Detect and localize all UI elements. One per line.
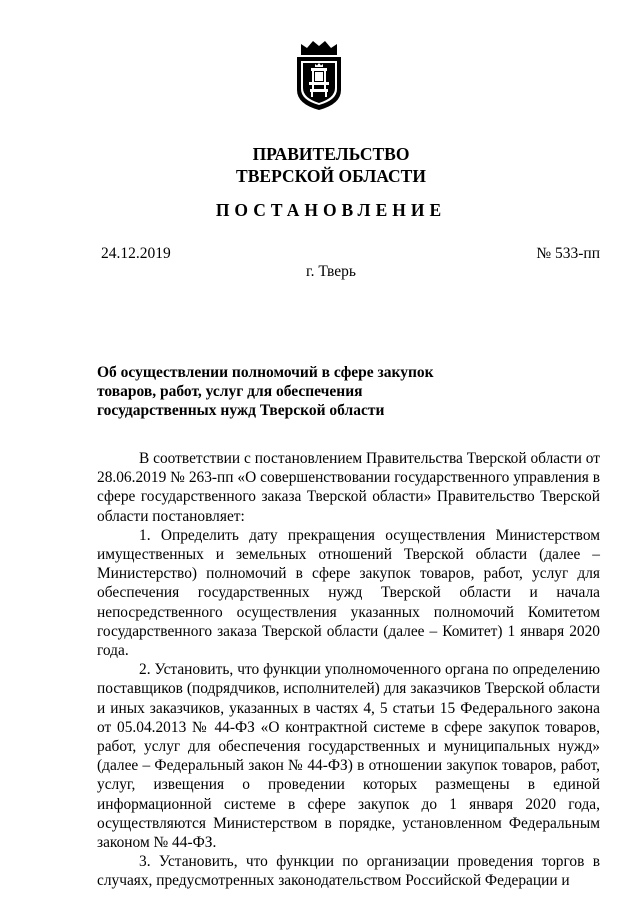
item-2-paragraph: 2. Установить, что функции уполномоченного органа по определению поставщиков (подрядчиков, исполнителей) для заказчиков Тверской области и иных заказчиков, указанных в частях 4, 5 статьи 15 Федерального закона от 05.04.2013 № 44-ФЗ «О контрактной системе в сфере закупок товаров, работ, услуг для обеспечения государственных и муниципальных нужд» (далее – Федеральный закон № 44-ФЗ) в отношении закупок товаров, работ, услуг, извещения о проведении которых размещены в единой информационной системе в сфере закупок до 1 января 2020 года, осуществляются Министерством в порядке, установленном Федеральным законом № 44-ФЗ. [97,661,600,852]
government-line-1: ПРАВИТЕЛЬСТВО [252,144,410,164]
item-1-paragraph: 1. Определить дату прекращения осуществления Министерством имущественных и земельных отношений Тверской области (далее – Министерство) полномочий в сфере закупок товаров, работ, услуг для обеспечения государственных нужд Тверской области и начала непосредственного осуществления указанных полномочий Комитетом государственного заказа Тверской области (далее – Комитет) 1 января 2020 года. [97,526,600,660]
government-title [0,143,640,187]
document-body [97,449,600,891]
item-3-paragraph: 3. Установить, что функции по организации проведения торгов в случаях, предусмотренных законодательством Российской Федерации и [97,853,600,890]
government-line-2: ТВЕРСКОЙ ОБЛАСТИ [236,166,426,186]
tver-coat-of-arms-icon [293,38,345,112]
subject-line-3: государственных нужд Тверской области [97,402,385,419]
document-number: № 533-пп [536,245,600,262]
document-city: г. Тверь [306,263,356,280]
document-subject [97,363,437,420]
document-date: 24.12.2019 [101,245,171,262]
document-type-title: ПОСТАНОВЛЕНИЕ [215,200,447,220]
subject-line-2: товаров, работ, услуг для обеспечения [97,383,363,400]
preamble-paragraph: В соответствии с постановлением Правительства Тверской области от 28.06.2019 № 263-пп «О совершенствовании государственного управления в сфере государственного заказа Тверской области» Правительство Тверской области постановляет: [97,450,600,525]
subject-line-1: Об осуществлении полномочий в сфере закупок [97,364,434,381]
